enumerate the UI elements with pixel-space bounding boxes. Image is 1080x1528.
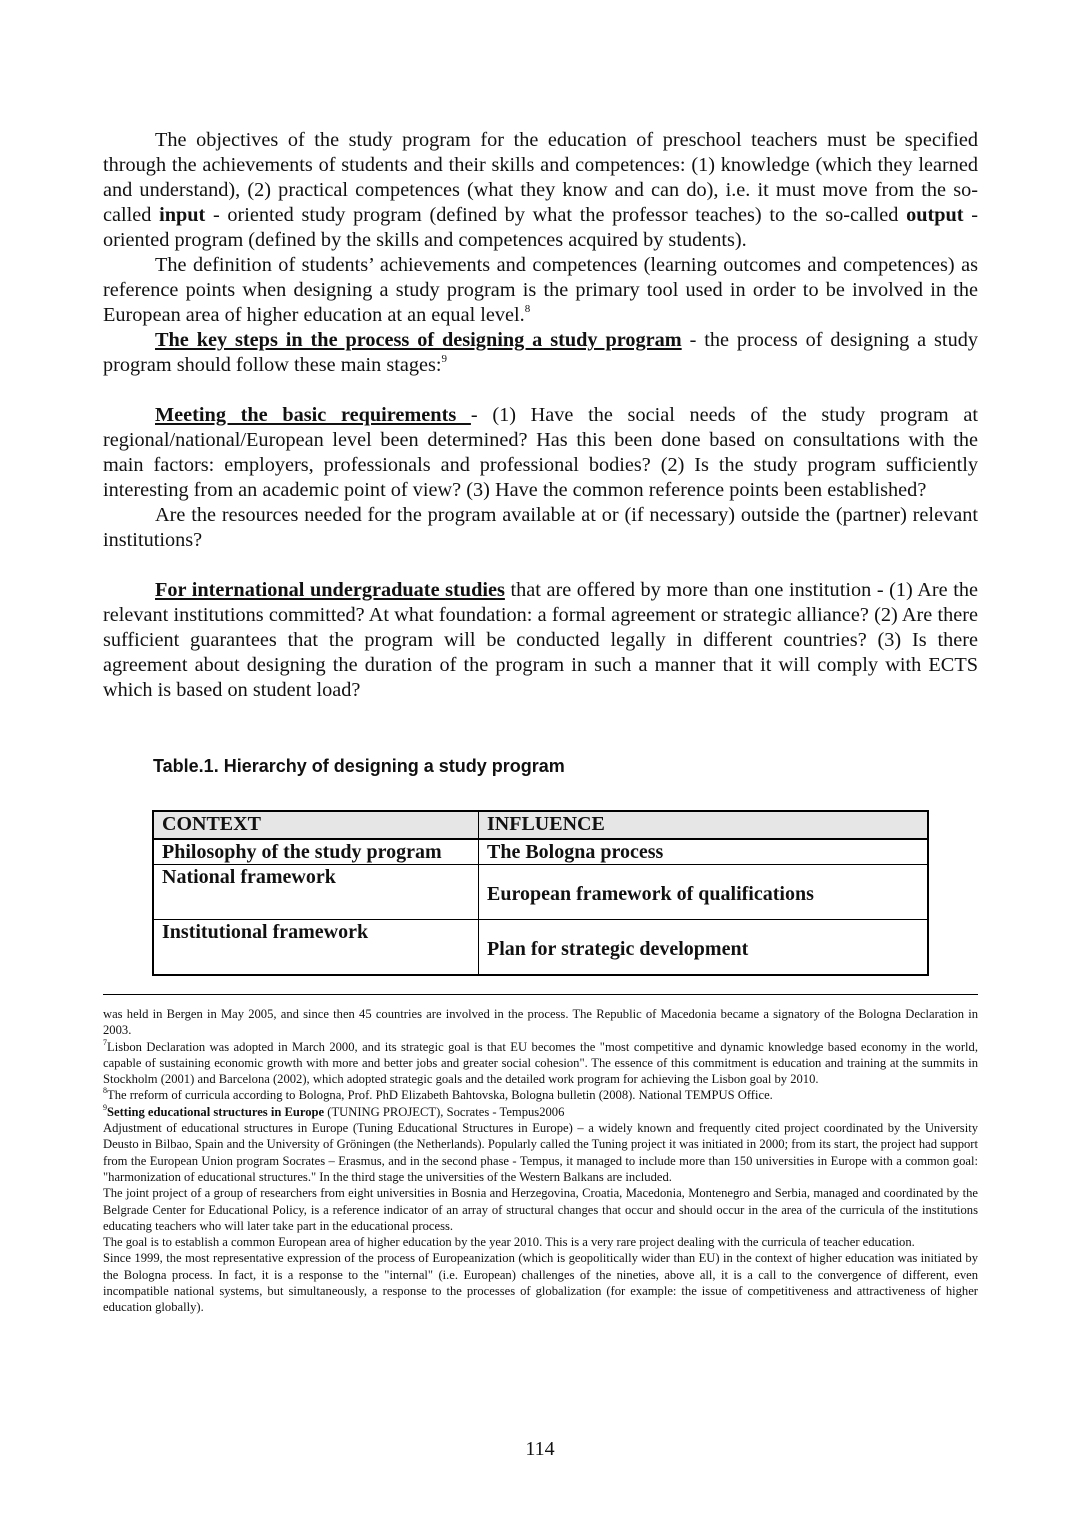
table-cell: National framework — [153, 865, 479, 920]
paragraph-resources: Are the resources needed for the program available at or (if necessary) outside the (partner) relevant institutions? — [103, 504, 978, 551]
section-heading: Meeting the basic requirements — [155, 404, 471, 426]
text-run: - oriented study program (defined by what the professor teaches) to the so-called — [205, 204, 907, 226]
table-cell: The Bologna process — [479, 839, 929, 865]
page-number: 114 — [525, 1438, 555, 1460]
table-cell: European framework of qualifications — [479, 865, 929, 920]
header-cell: INFLUENCE — [479, 811, 929, 839]
paragraph-basic-requirements — [103, 403, 978, 503]
footnote-divider — [103, 994, 978, 995]
header-cell: CONTEXT — [153, 811, 479, 839]
paragraph-key-steps — [103, 328, 978, 378]
section-heading: For international undergraduate studies — [155, 579, 505, 601]
paragraph-definition — [103, 253, 978, 328]
footnote-text: The rreform of curricula according to Bologna, Prof. PhD Elizabeth Bahtovska, Bologna bulletin (2008). National TEMPUS Office. — [107, 1088, 773, 1103]
table-row — [153, 839, 928, 865]
bold-term-input: input — [159, 204, 206, 226]
footnote-ref[interactable]: 9 — [441, 353, 448, 365]
table-header-row — [153, 811, 928, 839]
footnote-9-paragraph: Since 1999, the most representative expression of the process of Europeanization (which is geopolitically wider than EU) in the context of higher education was initiated by the Bologna process. In fact, it is a response to the "internal" (i.e. European) challenges of the nineties, above all, it is a call to the convergence of different, even incompatible national systems, but simultaneously, a response to the processes of globalization (for example: the issue of competitiveness and attractiveness of higher education globally). — [103, 1251, 978, 1315]
footnotes — [103, 1006, 978, 1316]
footnote-text: (TUNING PROJECT), Socrates - Tempus2006 — [324, 1104, 565, 1119]
text-run: - (1) Have the social needs of the study program at regional/national/European level been determined? Has this been done based on consultations with the main factors: employers, professionals and professional bodies? (2) Is the study program sufficiently interesting from an academic point of view? (3) Have the common reference points been established? — [103, 404, 978, 501]
paragraph-international-studies — [103, 578, 978, 703]
body-text — [103, 128, 978, 703]
table-row — [153, 865, 928, 920]
table-row — [153, 920, 928, 976]
footnote-number: 9 — [103, 1102, 107, 1112]
text-run: The definition of students’ achievements and competences (learning outcomes and competences) as reference points when designing a study program is the primary tool used in order to be involved in the European area of higher education at an equal level. — [103, 254, 978, 326]
paragraph-objectives — [103, 128, 978, 253]
footnote-6-continued: was held in Bergen in May 2005, and since then 45 countries are involved in the process. The Republic of Macedonia became a signatory of the Bologna Declaration in 2003. — [103, 1007, 978, 1038]
footnote-text: Lisbon Declaration was adopted in March 2000, and its strategic goal is that EU becomes the "most competitive and dynamic knowledge based economy in the world, capable of sustaining economic growth with more and better jobs and greater social cohesion". The essence of this commitment is education and training at the summits in Stockholm (2001) and Barcelona (2002), which adopted strategic goals and the detailed work program for achieving the Lisbon goal by 2010. — [103, 1039, 978, 1087]
footnote-9 — [103, 1104, 978, 1120]
table-cell: Plan for strategic development — [479, 920, 929, 976]
footnote-9-paragraph: The goal is to establish a common European area of higher education by the year 2010. This is a very rare project dealing with the curricula of teacher education. — [103, 1235, 915, 1250]
text-run: - oriented program (defined by the skills and competences acquired by students). — [103, 204, 978, 251]
footnote-8 — [103, 1087, 978, 1103]
footnote-7 — [103, 1039, 978, 1088]
table-cell: Institutional framework — [153, 920, 479, 976]
table-caption: Table.1. Hierarchy of designing a study program — [153, 756, 565, 776]
hierarchy-table — [152, 810, 929, 976]
footnote-title: Setting educational structures in Europe — [107, 1104, 325, 1119]
footnote-ref[interactable]: 8 — [524, 303, 531, 315]
bold-term-output: output — [906, 204, 964, 226]
table-cell: Philosophy of the study program — [153, 839, 479, 865]
section-heading: The key steps in the process of designing a study program — [155, 329, 682, 351]
text-run: The objectives of the study program for the education of preschool teachers must be specified through the achievements of students and their skills and competences: (1) knowledge (which they learned and understand), (2) practical competences (what they know and can do), i.e. it must move from the so-called — [103, 129, 978, 226]
footnote-number: 8 — [103, 1086, 107, 1096]
footnote-9-paragraph: Adjustment of educational structures in Europe (Tuning Educational Structures in Europe) – a widely known and frequently cited project coordinated by the University Deusto in Bilbao, Spain and the University of Gröningen (the Netherlands). Popularly called the Tuning project it was initiated in 2000; from its start, the project had support from the European Union program Socrates – Erasmus, and in the second phase - Tempus, it managed to include more than 150 universities in Europe with a common goal: "harmonization of educational structures." In the third stage the universities of the Western Balkans are included. — [103, 1121, 978, 1184]
footnote-number: 7 — [103, 1037, 107, 1047]
footnote-9-paragraph: The joint project of a group of researchers from eight universities in Bosnia and Herzegovina, Croatia, Macedonia, Montenegro and Serbia, managed and coordinated by the Belgrade Center for Educational Policy, is a reference indicator of an array of structural changes that occur and should occur in the area of the curricula of the institutions educating teachers who will later take part in the educational process. — [103, 1186, 978, 1233]
text-run: - the process of designing a study program should follow these main stages: — [103, 329, 978, 376]
text-run: that are offered by more than one institution - (1) Are the relevant institutions committed? At what foundation: a formal agreement or strategic alliance? (2) Are there sufficient guarantees that the program will be conducted legally in different countries? (3) Is there agreement about designing the duration of the program in such a manner that it will comply with ECTS which is based on student load? — [103, 579, 979, 701]
